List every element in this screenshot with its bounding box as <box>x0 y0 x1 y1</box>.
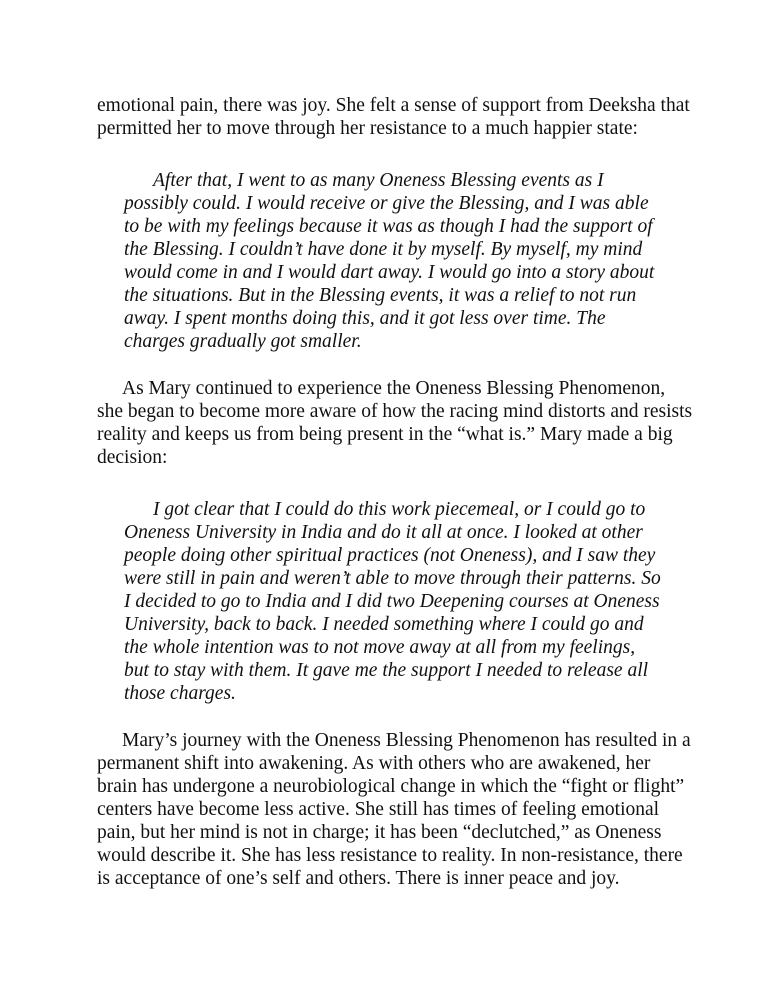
text-line: permanent shift into awakening. As with others who are awakened, her <box>97 753 651 774</box>
quote-line: After that, I went to as many Oneness Blessing events as I <box>153 170 604 191</box>
quote-line: Oneness University in India and do it all at once. I looked at other <box>124 522 643 543</box>
quote-line: possibly could. I would receive or give the Blessing, and I was able <box>124 193 649 214</box>
quote-line: the situations. But in the Blessing events, it was a relief to not run <box>124 285 637 306</box>
quote-line: would come in and I would dart away. I would go into a story about <box>124 262 655 283</box>
text-line: decision: <box>97 447 168 468</box>
quote-line: charges gradually got smaller. <box>124 331 362 352</box>
quote-line: those charges. <box>124 683 236 704</box>
text-line: Mary’s journey with the Oneness Blessing Phenomenon has resulted in a <box>122 730 691 751</box>
quote-line: to be with my feelings because it was as though I had the support of <box>124 216 653 237</box>
quote-line: away. I spent months doing this, and it got less over time. The <box>124 308 606 329</box>
quote-line: I decided to go to India and I did two Deepening courses at Oneness <box>124 591 660 612</box>
text-line: brain has undergone a neurobiological change in which the “fight or flight” <box>97 776 685 797</box>
quote-line: people doing other spiritual practices (not Oneness), and I saw they <box>124 545 656 566</box>
text-line: emotional pain, there was joy. She felt a sense of support from Deeksha that <box>97 95 690 116</box>
quote-line: University, back to back. I needed something where I could go and <box>124 614 644 635</box>
quote-line: were still in pain and weren’t able to move through their patterns. So <box>124 568 661 589</box>
text-line: would describe it. She has less resistance to reality. In non-resistance, there <box>97 845 683 866</box>
quote-line: but to stay with them. It gave me the support I needed to release all <box>124 660 649 681</box>
text-line: centers have become less active. She still has times of feeling emotional <box>97 799 660 820</box>
quote-line: I got clear that I could do this work piecemeal, or I could go to <box>153 499 646 520</box>
text-line: pain, but her mind is not in charge; it has been “declutched,” as Oneness <box>97 822 662 843</box>
text-line: permitted her to move through her resistance to a much happier state: <box>97 118 638 139</box>
text-line: As Mary continued to experience the Oneness Blessing Phenomenon, <box>122 378 666 399</box>
text-line: is acceptance of one’s self and others. There is inner peace and joy. <box>97 868 620 889</box>
quote-line: the Blessing. I couldn’t have done it by myself. By myself, my mind <box>124 239 643 260</box>
text-line: she began to become more aware of how the racing mind distorts and resists <box>97 401 693 422</box>
quote-line: the whole intention was to not move away at all from my feelings, <box>124 637 636 658</box>
text-line: reality and keeps us from being present in the “what is.” Mary made a big <box>97 424 673 445</box>
